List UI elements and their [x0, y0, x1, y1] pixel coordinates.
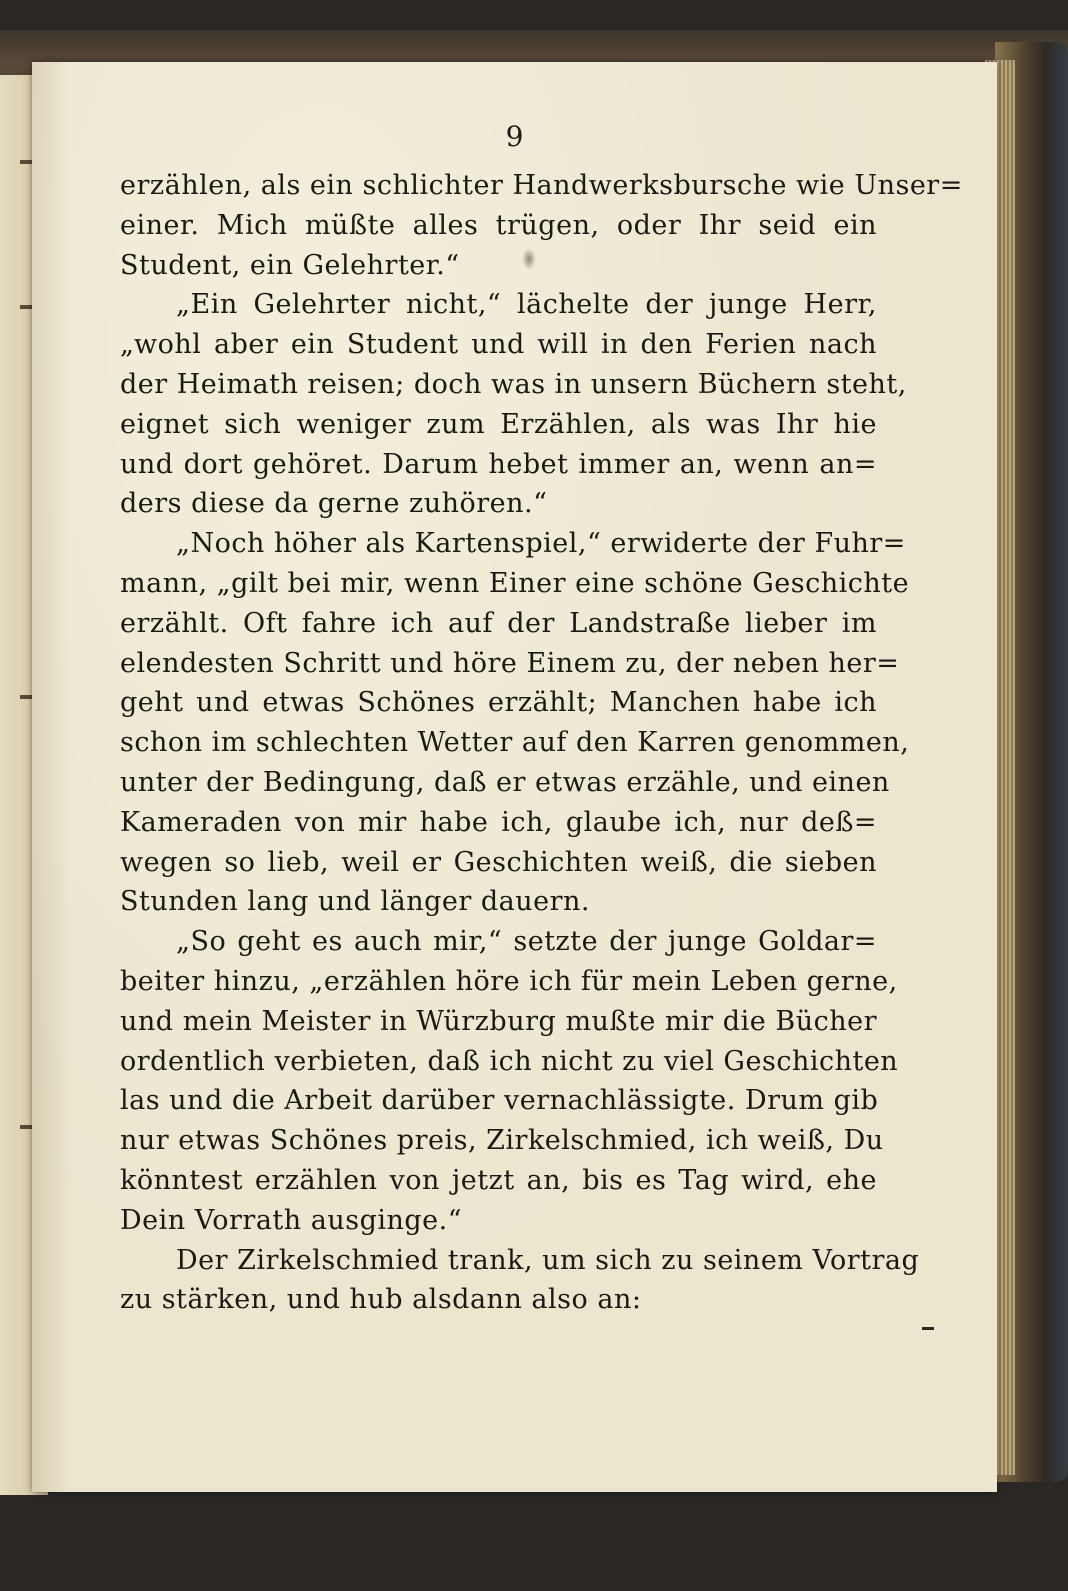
text-line: ordentlich verbieten, daß ich nicht zu viel Geschichten	[120, 1045, 899, 1077]
text-line: Student, ein Gelehrter.“	[120, 249, 460, 281]
text-line: unter der Bedingung, daß er etwas erzähle, und einen	[120, 766, 890, 798]
text-line: beiter hinzu, „erzählen höre ich für mein Leben gerne,	[120, 965, 898, 997]
text-line: ders diese da gerne zuhören.“	[120, 488, 548, 520]
text-line: erzählt. Oft fahre ich auf der Landstraße lieber im	[120, 607, 877, 639]
text-line: mann, „gilt bei mir, wenn Einer eine schöne Geschichte	[120, 567, 910, 599]
text-line: erzählen, als ein schlichter Handwerksbursche wie Unser=	[120, 170, 963, 201]
book-page	[32, 62, 997, 1492]
text-line: „So geht es auch mir,“ setzte der junge Goldar=	[176, 926, 877, 958]
printer-mark	[922, 1327, 934, 1330]
text-line: Kameraden von mir habe ich, glaube ich, nur deß=	[120, 806, 877, 838]
text-line: einer. Mich müßte alles trügen, oder Ihr seid ein	[120, 209, 877, 241]
text-line: der Heimath reisen; doch was in unsern Büchern steht,	[120, 368, 907, 400]
text-line: wegen so lieb, weil er Geschichten weiß, die sieben	[120, 846, 877, 878]
text-line: Stunden lang und länger dauern.	[120, 886, 590, 918]
text-line: Der Zirkelschmied trank, um sich zu seinem Vortrag	[176, 1244, 920, 1276]
text-line: könntest erzählen von jetzt an, bis es Tag wird, ehe	[120, 1164, 877, 1196]
text-line: las und die Arbeit darüber vernachlässigte. Drum gib	[120, 1085, 879, 1117]
text-line: und mein Meister in Würzburg mußte mir die Bücher	[120, 1005, 877, 1037]
page-text	[120, 166, 963, 1320]
text-line: nur etwas Schönes preis, Zirkelschmied, ich weiß, Du	[120, 1125, 884, 1157]
page-number: 9	[505, 120, 524, 153]
text-line: „Ein Gelehrter nicht,“ lächelte der junge Herr,	[176, 289, 877, 321]
text-line: schon im schlechten Wetter auf den Karren genommen,	[120, 727, 910, 759]
text-line: „Noch höher als Kartenspiel,“ erwiderte der Fuhr=	[176, 528, 906, 560]
text-line: und dort gehöret. Darum hebet immer an, wenn an=	[120, 448, 877, 480]
text-line: elendesten Schritt und höre Einem zu, der neben her=	[120, 647, 900, 679]
text-line: zu stärken, und hub alsdann also an:	[120, 1284, 642, 1316]
text-line: „wohl aber ein Student und will in den Ferien nach	[120, 329, 877, 361]
text-line: eignet sich weniger zum Erzählen, als was Ihr hie	[120, 408, 877, 440]
text-line: Dein Vorrath ausginge.“	[120, 1204, 463, 1236]
text-line: geht und etwas Schönes erzählt; Manchen habe ich	[120, 687, 877, 719]
